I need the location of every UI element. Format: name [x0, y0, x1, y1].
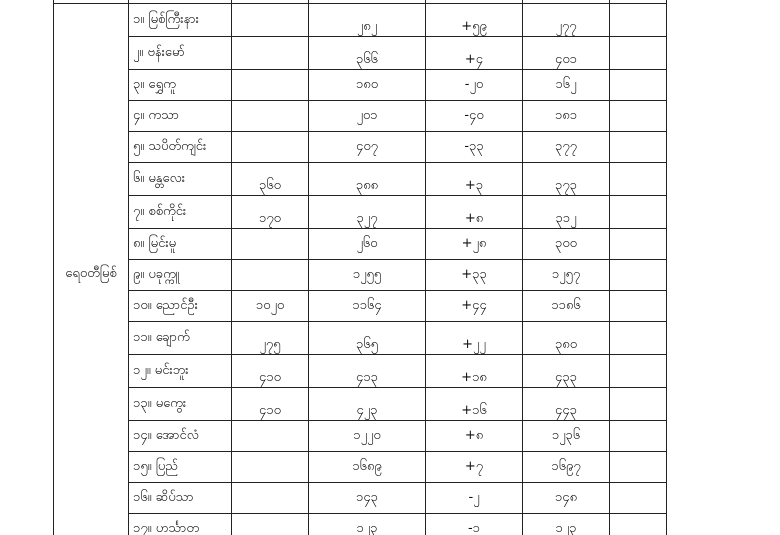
- previous-value-cell: ၁၇၀: [232, 196, 309, 229]
- table-row: [54, 260, 667, 291]
- total-value-cell: ၁၂၃၆: [523, 421, 610, 452]
- station-name-cell: ၁၄။ အောင်လံ: [129, 421, 232, 452]
- table-row: [54, 163, 667, 196]
- total-value-cell: ၃၁၂: [523, 196, 610, 229]
- current-value-cell: ၄၂၃: [309, 388, 426, 421]
- previous-value-cell: [232, 421, 309, 452]
- table-row: [54, 291, 667, 322]
- previous-value-cell: ၄၁၀: [232, 355, 309, 388]
- difference-cell: -၂၀: [426, 70, 523, 101]
- station-name-cell: ၅။ သပိတ်ကျင်း: [129, 132, 232, 163]
- difference-cell: +၂၈: [426, 229, 523, 260]
- difference-cell: +၈: [426, 421, 523, 452]
- current-value-cell: ၂၀၁: [309, 101, 426, 132]
- table-body: [54, 0, 667, 535]
- previous-value-cell: [232, 229, 309, 260]
- blank-cell: [610, 514, 667, 535]
- total-value-cell: ၂၇၇: [523, 4, 610, 37]
- current-value-cell: ၃၈၈: [309, 163, 426, 196]
- current-value-cell: ၃၂၇: [309, 196, 426, 229]
- previous-value-cell: [232, 4, 309, 37]
- current-value-cell: ၁၁၆၄: [309, 291, 426, 322]
- station-name-cell: ၂။ ဗန်းမော်: [129, 37, 232, 70]
- previous-value-cell: [232, 260, 309, 291]
- total-value-cell: ၄၄၃: [523, 388, 610, 421]
- blank-cell: [610, 4, 667, 37]
- table-row: [54, 452, 667, 483]
- station-name-cell: ၁၅။ ပြည်: [129, 452, 232, 483]
- difference-cell: +၈: [426, 196, 523, 229]
- table-row: [54, 388, 667, 421]
- difference-cell: +၄: [426, 37, 523, 70]
- table-row: [54, 229, 667, 260]
- previous-value-cell: ၃၆၀: [232, 163, 309, 196]
- blank-cell: [610, 196, 667, 229]
- current-value-cell: ၁၂၂၀: [309, 421, 426, 452]
- station-name-cell: ၁၆။ ဆိပ်သာ: [129, 483, 232, 514]
- total-value-cell: ၁၂၅၇: [523, 260, 610, 291]
- station-name-cell: ၁၁။ ချောက်: [129, 322, 232, 355]
- blank-cell: [610, 355, 667, 388]
- blank-cell: [610, 101, 667, 132]
- station-name-cell: ၁၃။ မကွေး: [129, 388, 232, 421]
- previous-value-cell: ၄၁၀: [232, 388, 309, 421]
- current-value-cell: ၄၁၃: [309, 355, 426, 388]
- current-value-cell: ၂၆၀: [309, 229, 426, 260]
- current-value-cell: ၂၈၂: [309, 4, 426, 37]
- station-name-cell: ၃။ ရွှေကူ: [129, 70, 232, 101]
- table-row: [54, 132, 667, 163]
- total-value-cell: ၁၈၁: [523, 101, 610, 132]
- difference-cell: -၄၀: [426, 101, 523, 132]
- station-name-cell: ၈။ မြင်းမူ: [129, 229, 232, 260]
- blank-cell: [610, 37, 667, 70]
- blank-cell: [610, 452, 667, 483]
- current-value-cell: ၁၄၃: [309, 483, 426, 514]
- table-row: [54, 514, 667, 535]
- current-value-cell: ၃၆၅: [309, 322, 426, 355]
- current-value-cell: ၁၂၃: [309, 514, 426, 535]
- blank-cell: [610, 421, 667, 452]
- river-level-table: [53, 0, 667, 535]
- blank-cell: [610, 163, 667, 196]
- previous-value-cell: [232, 101, 309, 132]
- table-row: [54, 4, 667, 37]
- station-name-cell: ၉။ ပခုက္ကူ: [129, 260, 232, 291]
- current-value-cell: ၄၀၇: [309, 132, 426, 163]
- table-row: [54, 70, 667, 101]
- difference-cell: -၃၃: [426, 132, 523, 163]
- total-value-cell: ၁၁၈၆: [523, 291, 610, 322]
- previous-value-cell: [232, 37, 309, 70]
- difference-cell: -၁: [426, 514, 523, 535]
- previous-value-cell: ၂၇၅: [232, 322, 309, 355]
- table-row: [54, 483, 667, 514]
- total-value-cell: ၁၂၃: [523, 514, 610, 535]
- current-value-cell: ၁၂၅၅: [309, 260, 426, 291]
- total-value-cell: ၄၃၃: [523, 355, 610, 388]
- station-name-cell: ၁၀။ ညောင်ဦး: [129, 291, 232, 322]
- total-value-cell: ၃၈၀: [523, 322, 610, 355]
- difference-cell: +၂၂: [426, 322, 523, 355]
- difference-cell: +၄၄: [426, 291, 523, 322]
- station-name-cell: ၆။ မန္တလေး: [129, 163, 232, 196]
- station-name-cell: ၁။ မြစ်ကြီးနား: [129, 4, 232, 37]
- blank-cell: [610, 388, 667, 421]
- difference-cell: +၁၆: [426, 388, 523, 421]
- table-row: [54, 196, 667, 229]
- total-value-cell: ၃၇၃: [523, 163, 610, 196]
- total-value-cell: ၁၆၂: [523, 70, 610, 101]
- station-name-cell: ၁၇။ ဟင်္သာတ: [129, 514, 232, 535]
- blank-cell: [610, 229, 667, 260]
- total-value-cell: ၃၇၇: [523, 132, 610, 163]
- station-name-cell: ၄။ ကသာ: [129, 101, 232, 132]
- table-row: [54, 355, 667, 388]
- difference-cell: +၇: [426, 452, 523, 483]
- difference-cell: +၃: [426, 163, 523, 196]
- previous-value-cell: [232, 514, 309, 535]
- previous-value-cell: [232, 70, 309, 101]
- total-value-cell: ၁၄၈: [523, 483, 610, 514]
- difference-cell: -၂: [426, 483, 523, 514]
- total-value-cell: ၁၆၉၇: [523, 452, 610, 483]
- difference-cell: +၁၈: [426, 355, 523, 388]
- blank-cell: [610, 291, 667, 322]
- previous-value-cell: [232, 132, 309, 163]
- blank-cell: [610, 483, 667, 514]
- previous-value-cell: ၁၀၂၀: [232, 291, 309, 322]
- region-label: ရေဝတီမြစ်: [54, 4, 129, 535]
- current-value-cell: ၁၈၀: [309, 70, 426, 101]
- total-value-cell: ၃၀၀: [523, 229, 610, 260]
- blank-cell: [610, 322, 667, 355]
- station-name-cell: ၇။ စစ်ကိုင်း: [129, 196, 232, 229]
- current-value-cell: ၁၆၈၉: [309, 452, 426, 483]
- total-value-cell: ၄၀၁: [523, 37, 610, 70]
- current-value-cell: ၃၆၆: [309, 37, 426, 70]
- blank-cell: [610, 260, 667, 291]
- previous-value-cell: [232, 483, 309, 514]
- table-row: [54, 37, 667, 70]
- difference-cell: +၅၉: [426, 4, 523, 37]
- blank-cell: [610, 70, 667, 101]
- table-row: [54, 421, 667, 452]
- difference-cell: +၃၃: [426, 260, 523, 291]
- blank-cell: [610, 132, 667, 163]
- station-name-cell: ၁၂။ မင်းဘူး: [129, 355, 232, 388]
- table-row: [54, 101, 667, 132]
- previous-value-cell: [232, 452, 309, 483]
- table-row: [54, 322, 667, 355]
